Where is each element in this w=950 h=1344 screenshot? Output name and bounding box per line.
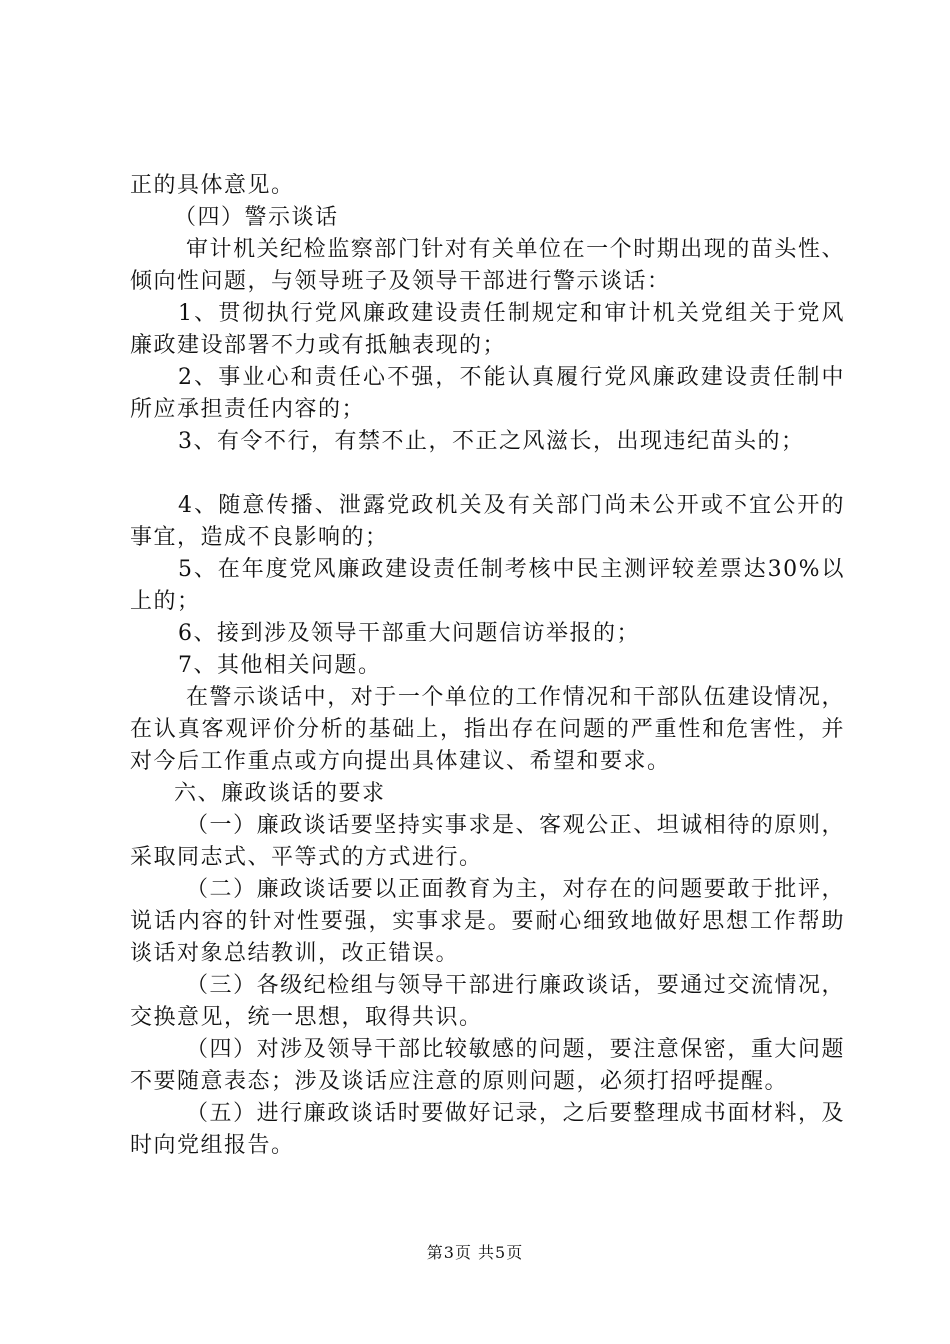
- paragraph: （三）各级纪检组与领导干部进行廉政谈话，要通过交流情况，交换意见，统一思想，取得共识。: [130, 973, 845, 1030]
- paragraph: （一）廉政谈话要坚持实事求是、客观公正、坦诚相待的原则，采取同志式、平等式的方式进行。: [130, 813, 845, 870]
- paragraph: （二）廉政谈话要以正面教育为主，对存在的问题要敢于批评，说话内容的针对性要强，实事求是。要耐心细致地做好思想工作帮助谈话对象总结教训，改正错误。: [130, 877, 845, 966]
- paragraph: （五）进行廉政谈话时要做好记录，之后要整理成书面材料，及时向党组报告。: [130, 1101, 845, 1158]
- list-item: 2、事业心和责任心不强，不能认真履行党风廉政建设责任制中所应承担责任内容的；: [130, 365, 845, 422]
- list-item: 5、在年度党风廉政建设责任制考核中民主测评较差票达30%以上的；: [130, 557, 845, 614]
- paragraph: 审计机关纪检监察部门针对有关单位在一个时期出现的苗头性、倾向性问题，与领导班子及领导干部进行警示谈话：: [130, 237, 845, 294]
- paragraph: 正的具体意见。: [130, 173, 295, 198]
- section-heading-requirements: 六、廉政谈话的要求: [174, 781, 386, 806]
- paragraph: （四）对涉及领导干部比较敏感的问题，要注意保密，重大问题不要随意表态；涉及谈话应注意的原则问题，必须打招呼提醒。: [130, 1037, 845, 1094]
- document-body: [130, 170, 845, 1162]
- list-item: 7、其他相关问题。: [178, 653, 382, 678]
- paragraph: 在警示谈话中，对于一个单位的工作情况和干部队伍建设情况，在认真客观评价分析的基础上，指出存在问题的严重性和危害性，并对今后工作重点或方向提出具体建议、希望和要求。: [130, 685, 845, 774]
- page-number-footer: 第3页 共5页: [426, 1243, 524, 1262]
- list-item: 1、贯彻执行党风廉政建设责任制规定和审计机关党组关于党风廉政建设部署不力或有抵触表现的；: [130, 301, 845, 358]
- section-heading-warning-talk: （四）警示谈话: [174, 205, 339, 230]
- list-item: 6、接到涉及领导干部重大问题信访举报的；: [178, 621, 640, 646]
- list-item: 4、随意传播、泄露党政机关及有关部门尚未公开或不宜公开的事宜，造成不良影响的；: [130, 493, 845, 550]
- list-item: 3、有令不行，有禁不止，不正之风滋长，出现违纪苗头的；: [178, 429, 805, 454]
